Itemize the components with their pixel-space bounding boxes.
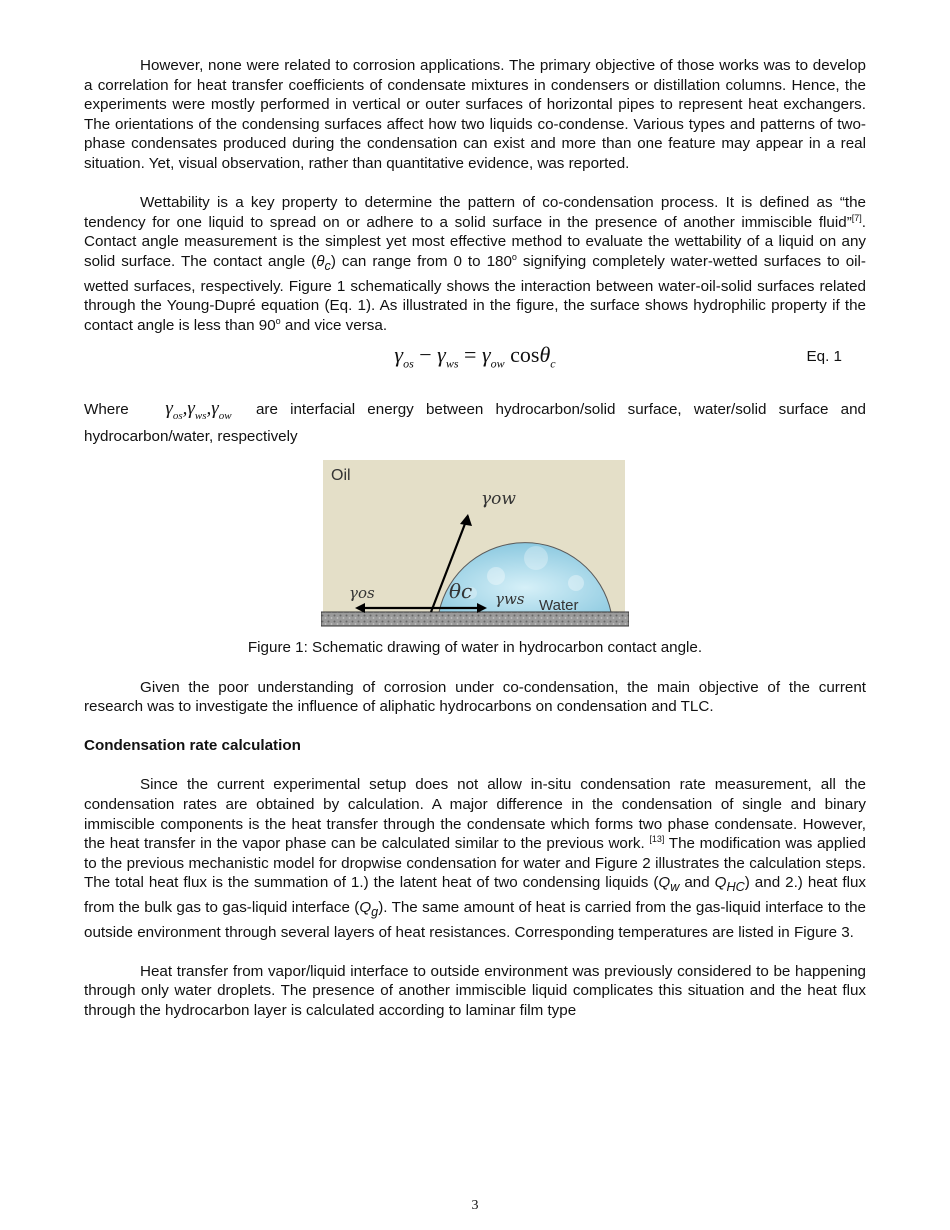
- equation-label: Eq. 1: [806, 348, 842, 366]
- paragraph-heat-transfer: Heat transfer from vapor/liquid interface to outside environment was previously considered to be happening through only water droplets. The presence of another immiscible liquid complicates this situation and the heat flux through the hydrocarbon layer is calculated according to laminar film type: [84, 962, 866, 1020]
- paragraph-corrosion-applications: However, none were related to corrosion applications. The primary objective of those works was to develop a correlation for heat transfer coefficients of condensate mixtures in condensers or distillation columns. Hence, the experiments were mostly performed in vertical or outer surfaces of horizontal pipes to represent heat exchangers. The orientations of the condensing surfaces affect how two liquids co-condense. Various types and patterns of two-phase condensates produced during the condensation can exist and more than one feature may appear in a real situation. Yet, visual observation, rather than quantitative evidence, was reported.: [84, 57, 866, 172]
- equation-formula: $\gamma_{os} - \gamma_{ws} = \gamma_{ow}$ cosθ$_c$: [394, 342, 556, 371]
- figure-caption: Figure 1: Schematic drawing of water in hydrocarbon contact angle.: [247, 639, 703, 657]
- paragraph-research-objective: Given the poor understanding of corrosion under co-condensation, the main objective of the current research was to investigate the influence of aliphatic hydrocarbons on condensation and TLC.: [84, 678, 866, 716]
- citation-13: [13]: [649, 834, 665, 845]
- gamma-ws-label: γws: [495, 590, 525, 609]
- theta-c-label: θc: [449, 579, 473, 604]
- solid-substrate: [321, 612, 629, 626]
- paragraph-where: Where $\gamma_{os},\gamma_{ws},\gamma_{ow}$ are interfacial energy between hydrocarbon/solid surface, water/solid surface and hydrocarbon/water, respectively: [84, 398, 866, 445]
- gamma-ow-label: γow: [481, 489, 516, 510]
- water-label: Water: [539, 597, 579, 615]
- page-body: [84, 56, 866, 1021]
- paragraph-condensation-calc: Since the current experimental setup does not allow in-situ condensation rate measurement, all the condensation rates are obtained by calculation. A major difference in the condensation of single and binary immiscible components is the heat transfer through the condensate which forms two phase condensate. However, the heat transfer in the vapor phase can be calculated similar to the previous work. [13] The modification was applied to the previous mechanistic model for dropwise condensation for water and Figure 2 illustrates the calculation steps. The total heat flux is the summation of 1.) the latent heat of two condensing liquids ($Q_w$ and $Q_{HC}$) and 2.) heat flux from the bulk gas to gas-liquid interface $(Q_g)$. The same amount of heat is carried from the gas-liquid interface to the outside environment through several layers of heat resistances. Corresponding temperatures are listed in Figure 3.: [84, 776, 866, 941]
- paragraph-wettability: Wettability is a key property to determine the pattern of co-condensation process. It is defined as “the tendency for one liquid to spread on or adhere to a solid surface in the presence of another immiscible fluid”[7]. Contact angle measurement is the simplest yet most effective method to evaluate the wettability of a liquid on any solid surface. The contact angle $(\theta_c)$ can range from 0 to 180$^o$ signifying completely water-wetted surfaces to oil-wetted surfaces, respectively. Figure 1 schematically shows the interaction between water-oil-solid surfaces related through the Young-Dupré equation (Eq. 1). As illustrated in the figure, the surface shows hydrophilic property if the contact angle is less than 90$^o$ and vice versa.: [84, 194, 866, 334]
- gamma-os-label: γos: [349, 584, 375, 603]
- contact-angle-figure: [321, 458, 629, 628]
- equation-young-dupre: [84, 339, 866, 393]
- gamma-symbols: $\gamma_{os},\gamma_{ws},\gamma_{ow}$: [165, 398, 232, 423]
- page-number: 3: [471, 1198, 479, 1213]
- citation-7: [7]: [851, 212, 862, 223]
- oil-label: Oil: [331, 467, 351, 485]
- section-heading: Condensation rate calculation: [84, 737, 301, 755]
